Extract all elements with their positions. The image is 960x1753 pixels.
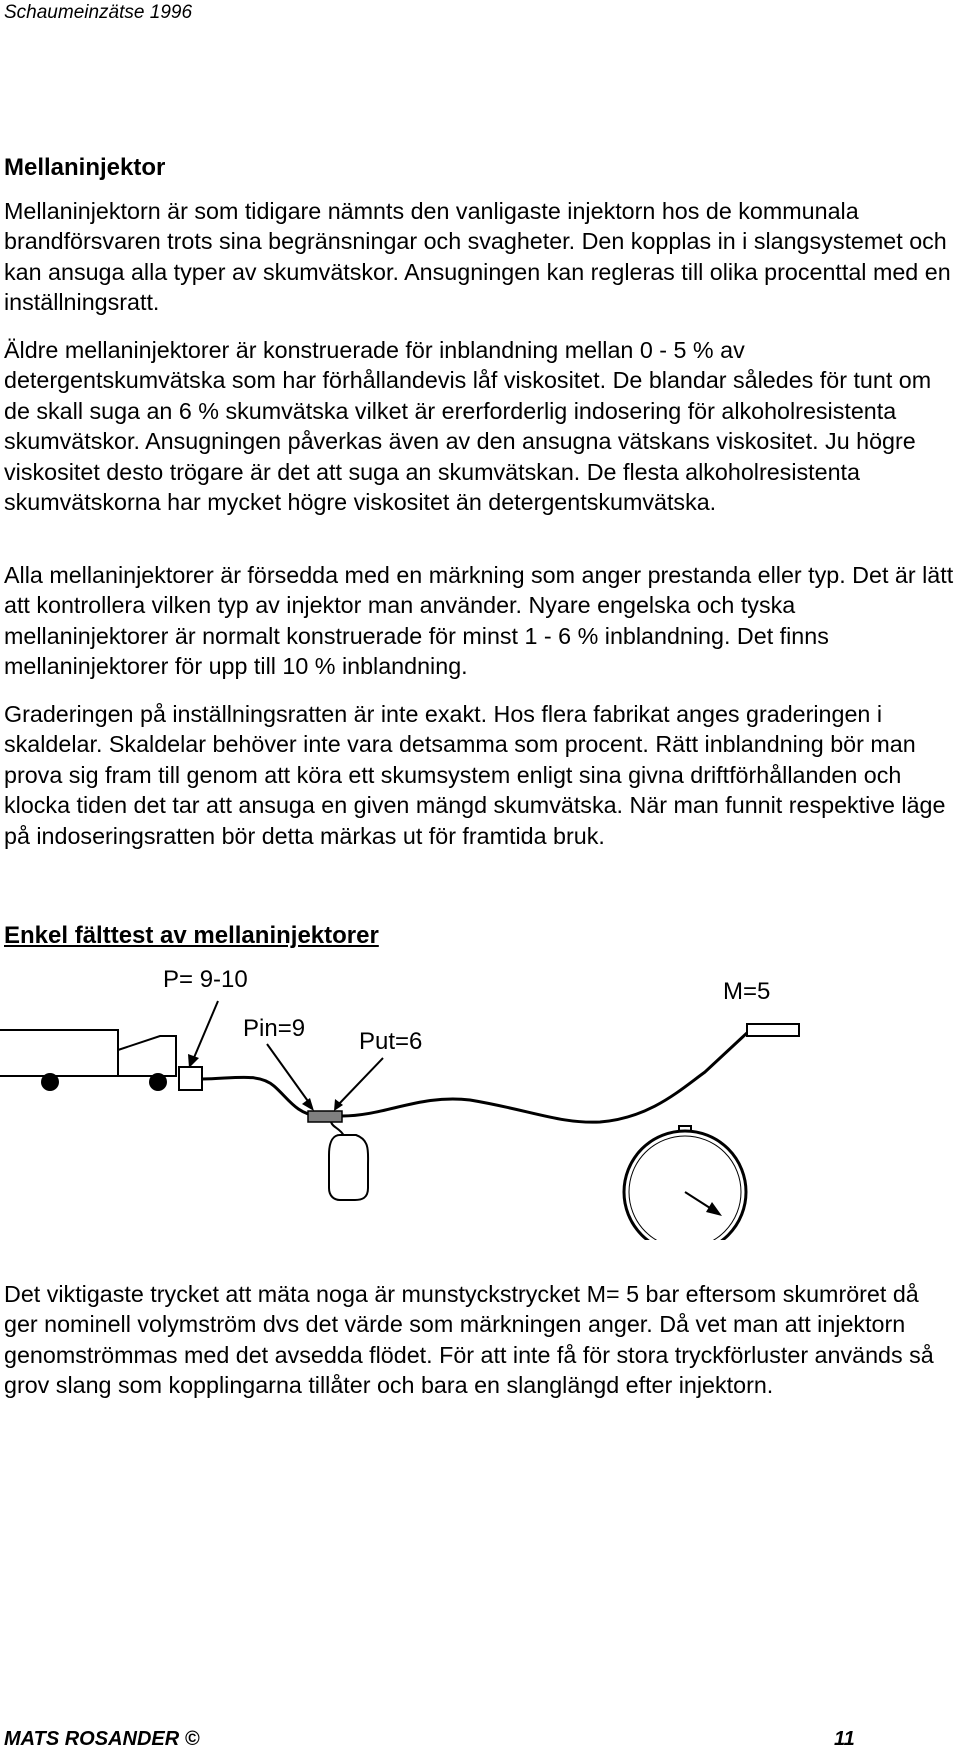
paragraph-older-injectors: Äldre mellaninjektorer är konstruerade för inblandning mellan 0 - 5 % av detergentskumvätska som har förhållandevis låf viskositet. De blandar således för tunt om de skall suga an 6 % skumvätska vilket är ererforderlig indosering för alkoholresistenta skumvätskor. Ansugningen påverkas även av den ansugna vätskans viskositet. Ju högre viskositet desto trögare är det att suga an skumvätskan. De flesta alkoholresistenta skumvätskorna har mycket högre viskositet än detergentskumvätska. [4, 337, 932, 516]
field-test-diagram [0, 1000, 960, 1240]
paragraph-graduation: Graderingen på inställningsratten är inte exakt. Hos flera fabrikat anges graderingen i skaldelar. Skaldelar behöver inte vara detsamma som procent. Rätt inblandning bör man prova sig fram till genom att köra ett skumsystem enligt sina givna driftförhållanden och klocka tiden det tar att ansuga en given mängd skumvätska. När man funnit respektive läge på indoseringsratten bör detta märkas ut för framtida bruk. [4, 701, 946, 849]
foam-canister [329, 1135, 368, 1200]
section-title-mellaninjektor: Mellaninjektor [4, 154, 166, 181]
label-pressure-out: Put=6 [359, 1028, 423, 1055]
arrow-head-p [188, 1054, 199, 1068]
fire-truck [0, 1030, 176, 1076]
paragraph-markings: Alla mellaninjektorer är försedda med en märkning som anger prestanda eller typ. Det är lätt att kontrollera vilken typ av injektor man använder. Nyare engelska och tyska mellaninjektorer är normalt konstruerade för minst 1 - 6 % inblandning. Det finns mellaninjektorer för upp till 10 % inblandning. [4, 562, 954, 680]
injector [308, 1111, 342, 1122]
footer-page-number: 11 [834, 1728, 855, 1750]
stopwatch [624, 1131, 746, 1240]
hose-supply [202, 1077, 318, 1116]
label-pressure-in: Pin=9 [243, 1015, 306, 1042]
footer-author: MATS ROSANDER © [4, 1728, 200, 1750]
foam-nozzle [747, 1024, 799, 1036]
label-pressure-pump: P= 9-10 [163, 966, 248, 993]
paragraph-nozzle-pressure: Det viktigaste trycket att mäta noga är munstyckstrycket M= 5 bar eftersom skumröret då ger nominell volymström dvs det värde som märkningen anger. Då vet man att injektorn genomströmmas med det avsedda flödet. För att inte få för stora tryckförluster används så grov slang som kopplingarna tillåter och bara en slanglängd efter injektorn. [4, 1281, 934, 1399]
arrow-head-pin [302, 1098, 314, 1111]
label-nozzle-pressure: M=5 [723, 978, 771, 1005]
hose-delivery [342, 1032, 748, 1122]
section-title-field-test: Enkel fälttest av mellaninjektorer [4, 922, 379, 949]
paragraph-intro: Mellaninjektorn är som tidigare nämnts den vanligaste injektorn hos de kommunala brandförsvaren trots sina begränsningar och svagheter. Den kopplas in i slangsystemet och kan ansuga alla typer av skumvätskor. Ansugningen kan regleras till olika procenttal med en inställningsratt. [4, 198, 951, 316]
pump-outlet [179, 1067, 202, 1090]
truck-wheel-rear [41, 1073, 59, 1091]
pickup-tube [331, 1122, 344, 1136]
truck-wheel-front [149, 1073, 167, 1091]
page-header: Schaumeinzätse 1996 [4, 2, 193, 23]
